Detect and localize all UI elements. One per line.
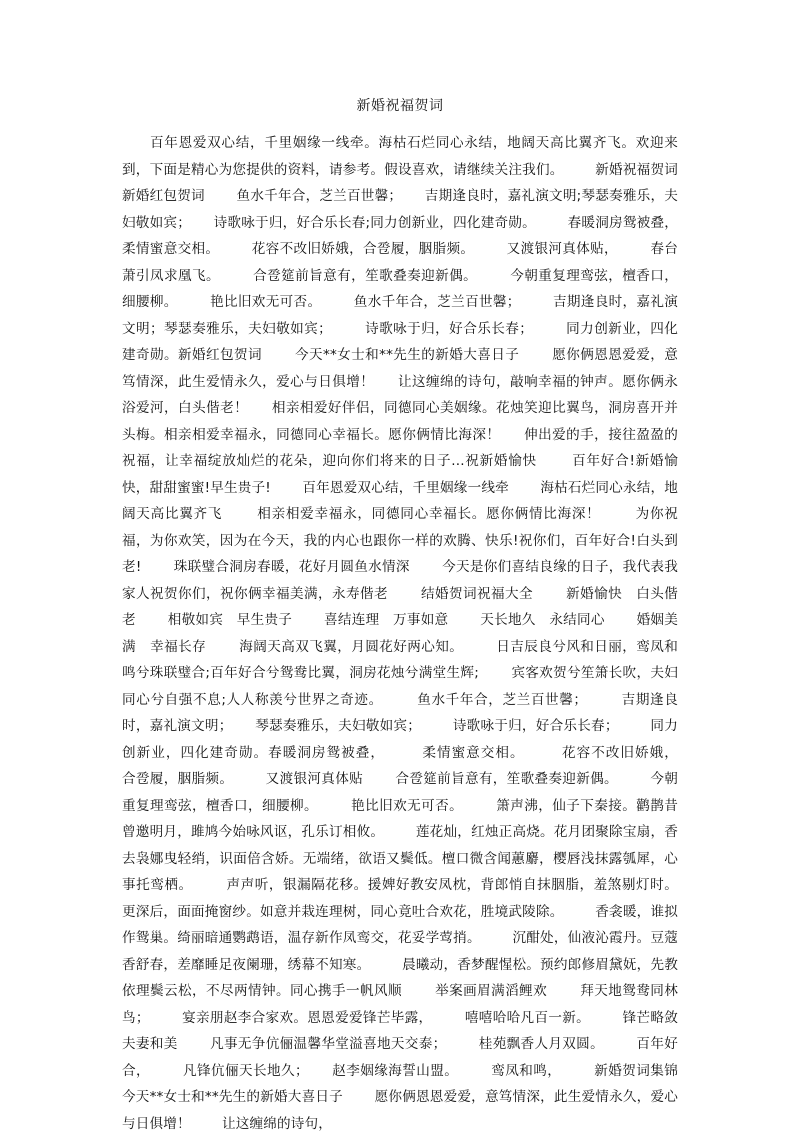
document-title: 新婚祝福贺词	[356, 98, 444, 114]
document-body: 百年恩爱双心结，千里姻缘一线牵。海枯石烂同心永结，地阔天高比翼齐飞。欢迎来到，下面是精心为您提供的资料，请参考。假设喜欢，请继续关注我们。 新婚祝福贺词 新婚红包贺词 鱼水千年合，芝兰百世馨； 吉期逢良时，嘉礼演文明;琴瑟奏雅乐，夫妇敬如宾； 诗歌咏于归，好合乐长春;同力创新业，四化建奇勋。 春暖洞房鸳被叠，柔情蜜意交相。 花容不改旧娇娥，合卺履，胭脂频。 又渡银河真体贴， 春台萧引凤求凰飞。 合卺筵前旨意有，笙歌叠奏迎新偶。 今朝重复理鸾弦，檀香口，细腰柳。 艳比旧欢无可否。 鱼水千年合，芝兰百世馨； 吉期逢良时，嘉礼演文明；琴瑟奏雅乐，夫妇敬如宾； 诗歌咏于归，好合乐长春； 同力创新业，四化建奇勋。新婚红包贺词 今天**女士和**先生的新婚大喜日子 愿你俩恩恩爱爱，意笃情深，此生爱情永久，爱心与日俱增！ 让这缠绵的诗句，敲响幸福的钟声。愿你俩永浴爱河，白头偕老！ 相亲相爱好伴侣，同德同心美姻缘。花烛笑迎比翼鸟，洞房喜开并头梅。相亲相爱幸福永，同德同心幸福长。愿你俩情比海深！ 伸出爱的手，接往盈盈的祝福，让幸福绽放灿烂的花朵，迎向你们将来的日子...祝新婚愉快 百年好合!新婚愉快，甜甜蜜蜜!早生贵子! 百年恩爱双心结，千里姻缘一线牵 海枯石烂同心永结，地阔天高比翼齐飞 相亲相爱幸福永，同德同心幸福长。愿你俩情比海深！ 为你祝福，为你欢笑，因为在今天，我的内心也跟你一样的欢腾、快乐!祝你们，百年好合!白头到老! 珠联璧合洞房春暖，花好月圆鱼水情深 今天是你们喜结良缘的日子，我代表我家人祝贺你们，祝你俩幸福美满，永寿偕老 结婚贺词祝福大全 新婚愉快 白头偕老 相敬如宾 早生贵子 喜结连理 万事如意 天长地久 永结同心 婚姻美满 幸福长存 海阔天高双飞翼，月圆花好两心知。 日吉辰良兮风和日丽，鸾凤和鸣兮珠联璧合;百年好合兮鸳鸯比翼，洞房花烛兮满堂生辉; 宾客欢贺兮笙箫长吹，夫妇同心兮自强不息;人人称羡兮世界之奇迹。 鱼水千年合，芝兰百世馨； 吉期逢良时，嘉礼演文明； 琴瑟奏雅乐，夫妇敬如宾； 诗歌咏于归，好合乐长春； 同力创新业，四化建奇勋。春暖洞房鸳被叠， 柔情蜜意交相。 花容不改旧娇娥， 合卺履，胭脂频。 又渡银河真体贴 合卺筵前旨意有，笙歌叠奏迎新偶。 今朝重复理鸾弦，檀香口，细腰柳。 艳比旧欢无可否。 箫声沸，仙子下秦接。鹳鹊昔曾邀明月，雎鸠今始咏风讴，孔乐订相攸。 莲花灿，红烛正高烧。花月团聚除宝扇，香去袅娜曳轻绡，识面倍含娇。无端绪，欲语又鬓低。檀口微含闻蕙麝，樱唇浅抹露瓠犀，心事托鸾栖。 声声听，银漏隔花移。援婢好教安凤枕，背郎悄自抹胭脂，羞煞剔灯时。 更深后，面面掩窗纱。如意并栽连理树，同心竟吐合欢花，胜境武陵除。 香衾暖，谁拟作鸳巢。绮丽暗通鹦鹉语，温存新作凤鸾交，花妥学莺捎。 沉酣处，仙液沁霞丹。豆蔻香舒春，差靡睡足夜阑珊，绣幕不知寒。 晨曦动，香梦醒惺松。预约郎修眉黛妩，先教依理鬓云松，不尽两情钟。同心携手一帆风顺 举案画眉满滔鲤欢 拜天地鸳鸯同林鸟； 宴亲朋赵李合家欢。恩恩爱爱锋芒毕露， 嘻嘻哈哈凡百一新。 锋芒略敛夫妻和美 凡事无争伉俪温馨华堂溢喜地天交泰； 桂苑飘香人月双圆。 百年好合， 凡锋伉俪天长地久； 赵李姻缘海誓山盟。 鸾凤和鸣， 新婚贺词集锦 今天**女士和**先生的新婚大喜日子 愿你俩恩恩爱爱，意笃情深，此生爱情永久，爱心与日俱增！ 让这缠绵的诗句，	[122, 135, 710, 1132]
